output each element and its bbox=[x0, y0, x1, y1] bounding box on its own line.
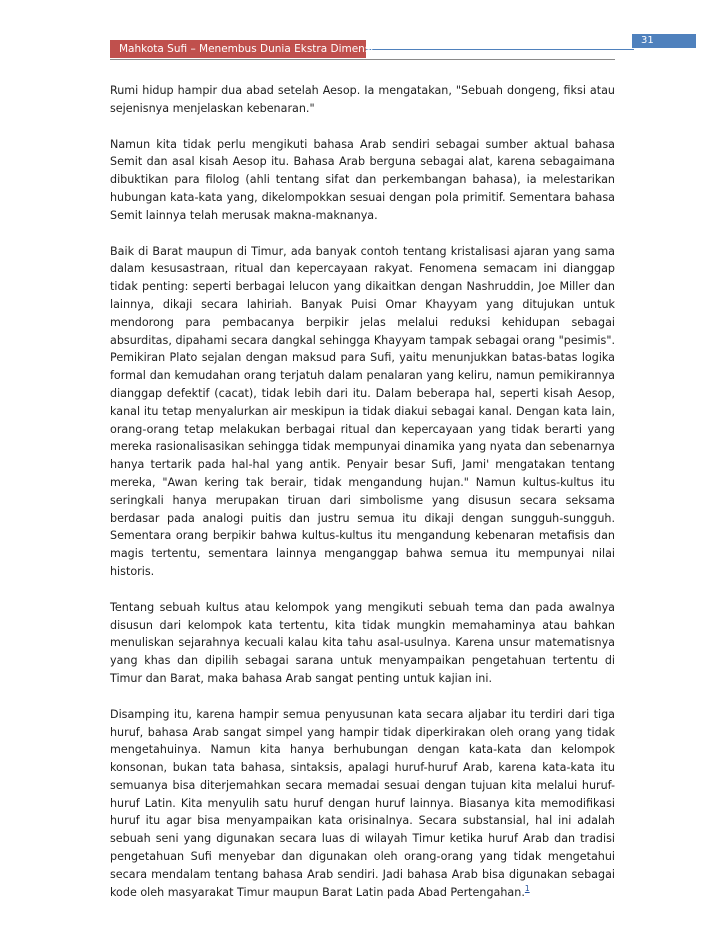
paragraph-2: Namun kita tidak perlu mengikuti bahasa Arab sendiri sebagai sumber aktual bahasa Semit dan asal kisah Aesop itu. Bahasa Arab berguna sebagai alat, karena sebagaimana dibuktikan para filolog (ahli tentang sifat dan perkembangan bahasa), ia melestarikan hubungan kata-kata yang, dikelompokkan sesuai dengan pola primitif. Sementara bahasa Semit lainnya telah merusak makna-maknanya. bbox=[110, 137, 615, 222]
paragraph-5-text: Disamping itu, karena hampir semua penyusunan kata secara aljabar itu terdiri dari tiga huruf, bahasa Arab sangat simpel yang hampir tidak diperkirakan oleh orang yang tidak mengetahuinya. Namun kita hanya berhubungan dengan kata-kata dan kelompok konsonan, bukan tata bahasa, sintaksis, apalagi huruf-huruf Arab, karena kata-kata itu semuanya bisa diterjemahkan secara memadai sesuai dengan tujuan kita melalui huruf-huruf Latin. Kita menyulih satu huruf dengan huruf lainnya. Biasanya kita memodifikasi huruf itu agar bisa menyampaikan kata orisinalnya. Secara substansial, hal ini adalah sebuah seni yang digunakan secara luas di wilayah Timur ketika huruf Arab dan tradisi pengetahuan Sufi menyebar dan digunakan oleh orang-orang yang tidak mengetahui secara mendalam tentang bahasa Arab sendiri. Jadi bahasa Arab bisa digunakan sebagai kode oleh masyarakat Timur maupun Barat Latin pada Abad Pertengahan. bbox=[110, 707, 615, 899]
paragraph-1: Rumi hidup hampir dua abad setelah Aesop. Ia mengatakan, "Sebuah dongeng, fiksi atau sejenisnya menjelaskan kebenaran." bbox=[110, 84, 615, 115]
paragraph-5 bbox=[110, 706, 615, 902]
running-header-title: Mahkota Sufi – Menembus Dunia Ekstra Dimensi bbox=[110, 40, 366, 58]
paragraph-4: Tentang sebuah kultus atau kelompok yang mengikuti sebuah tema dan pada awalnya disusun dari kelompok kata tertentu, kita tidak mungkin memahaminya atau bahkan menuliskan sejarahnya kecuali kalau kita tahu asal-usulnya. Karena unsur matematisnya yang khas dan dipilih sebagai sarana untuk menyampaikan pengetahuan tertentu di Timur dan Barat, maka bahasa Arab sangat penting untuk kajian ini. bbox=[110, 600, 615, 685]
header-divider bbox=[110, 59, 615, 60]
page-number: 31 bbox=[632, 34, 696, 48]
footnote-reference-link[interactable]: 1 bbox=[524, 883, 530, 893]
paragraph-3: Baik di Barat maupun di Timur, ada banyak contoh tentang kristalisasi ajaran yang sama dalam kesusastraan, ritual dan kepercayaan rakyat. Fenomena semacam ini dianggap tidak penting: seperti berbagai lelucon yang dikaitkan dengan Nashruddin, Joe Miller dan lainnya, dikaji secara lahiriah. Banyak Puisi Omar Khayyam yang ditujukan untuk mendorong para pembacanya berpikir jelas melalui reduksi kehidupan sebagai absurditas, dipahami secara dangkal sehingga Khayyam tampak sebagai orang "pesimis". Pemikiran Plato sejalan dengan maksud para Sufi, yaitu menunjukkan batas-batas logika formal dan kemudahan orang terjatuh dalam penalaran yang keliru, namun pemikirannya dianggap defektif (cacat), tidak lebih dari itu. Dalam beberapa hal, seperti kisah Aesop, kanal itu tetap menyalurkan air meskipun ia tidak diakui sebagai kanal. Dengan kata lain, orang-orang tetap melakukan berbagai ritual dan kepercayaan yang tidak berarti yang mereka rasionalisasikan sehingga tidak mempunyai dinamika yang nyata dan sebenarnya hanya tertarik pada hal-hal yang antik. Penyair besar Sufi, Jami' mengatakan tentang mereka, "Awan kering tak berair, tidak mengandung hujan." Namun kultus-kultus itu seringkali hanya merupakan tiruan dari simbolisme yang disusun secara seksama berdasar pada analogi puitis dan justru semua itu dikaji dengan sungguh-sungguh. Sementara orang berpikir bahwa kultus-kultus itu mengandung kebenaran metafisis dan magis tertentu, sementara lainnya menganggap bahwa semua itu mempunyai nilai historis. bbox=[110, 244, 615, 578]
page-body bbox=[110, 82, 615, 919]
